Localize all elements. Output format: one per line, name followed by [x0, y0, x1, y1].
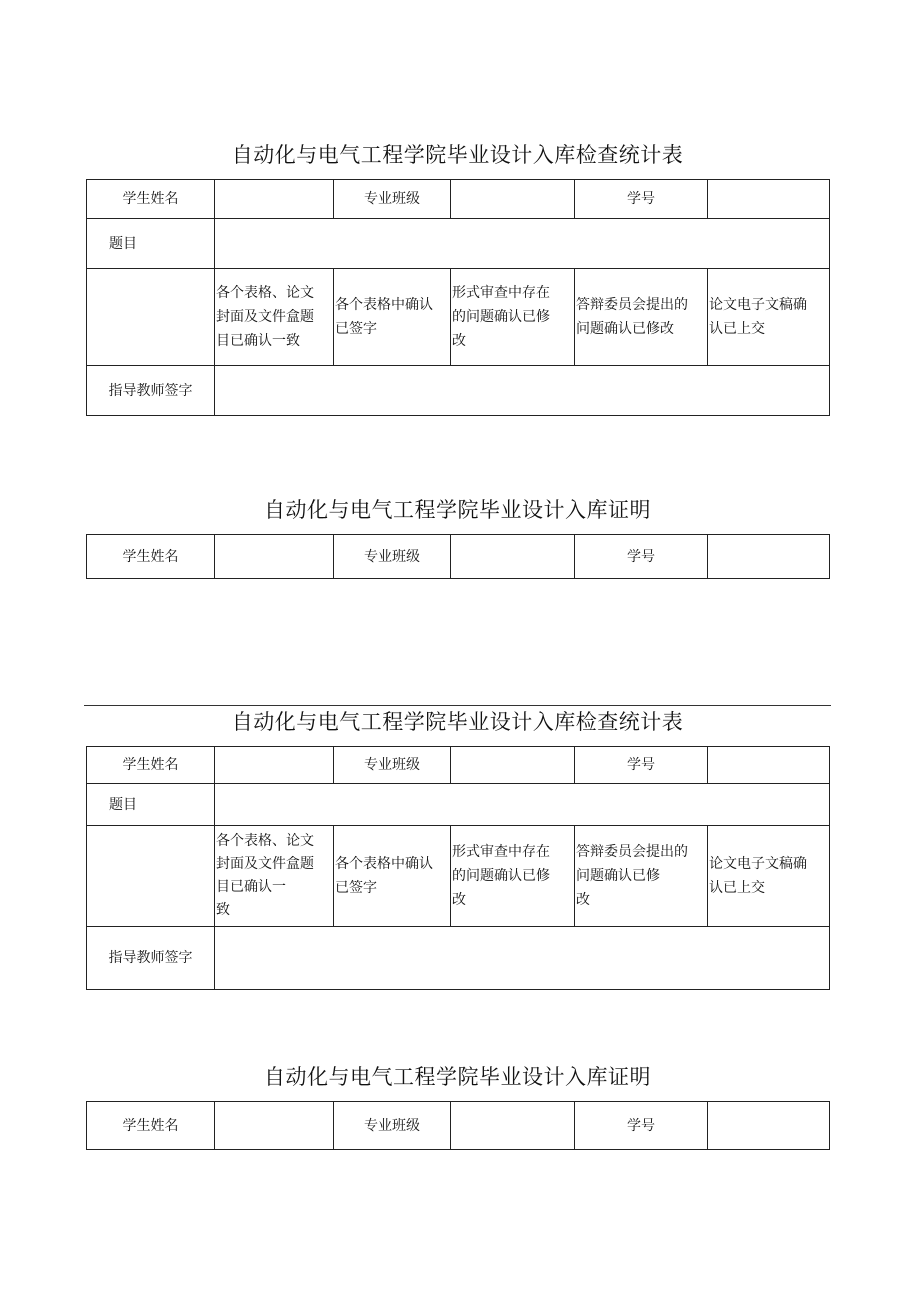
check-item-electronic-submitted: 论文电子文稿确 认已上交 — [708, 269, 830, 366]
topic-field[interactable] — [215, 784, 830, 826]
certificate-table-1 — [86, 534, 830, 579]
check-item-electronic-submitted: 论文电子文稿确 认已上交 — [708, 826, 830, 927]
topic-field[interactable] — [215, 219, 830, 269]
check-item-forms-signed: 各个表格中确认 已签字 — [334, 826, 451, 927]
student-name-field[interactable] — [215, 1102, 334, 1150]
certificate-table-2 — [86, 1101, 830, 1150]
student-name-field[interactable] — [215, 747, 334, 784]
major-class-label: 专业班级 — [334, 1102, 451, 1150]
topic-label: 题目 — [87, 784, 215, 826]
advisor-signature-label: 指导教师签字 — [87, 927, 215, 990]
student-name-label: 学生姓名 — [87, 535, 215, 579]
checklist-table-2 — [86, 746, 830, 990]
check-item-titles-consistent: 各个表格、论文 封面及文件盒题 目已确认一 致 — [215, 826, 334, 927]
check-item-forms-signed: 各个表格中确认 已签字 — [334, 269, 451, 366]
cut-line — [84, 705, 831, 706]
major-class-field[interactable] — [451, 747, 575, 784]
student-id-field[interactable] — [708, 180, 830, 219]
check-row-blank-cell — [87, 826, 215, 927]
student-name-label: 学生姓名 — [87, 1102, 215, 1150]
checklist-table-1 — [86, 179, 830, 416]
checklist-title-1: 自动化与电气工程学院毕业设计入库检查统计表 — [231, 143, 684, 167]
certificate-title-1: 自动化与电气工程学院毕业设计入库证明 — [264, 498, 651, 522]
student-name-label: 学生姓名 — [87, 747, 215, 784]
student-name-field[interactable] — [215, 180, 334, 219]
topic-label: 题目 — [87, 219, 215, 269]
certificate-title-2: 自动化与电气工程学院毕业设计入库证明 — [264, 1065, 651, 1089]
student-name-label: 学生姓名 — [87, 180, 215, 219]
student-id-field[interactable] — [708, 747, 830, 784]
student-id-label: 学号 — [575, 747, 708, 784]
checklist-title-2: 自动化与电气工程学院毕业设计入库检查统计表 — [231, 710, 684, 734]
major-class-label: 专业班级 — [334, 747, 451, 784]
check-row-blank-cell — [87, 269, 215, 366]
check-item-defense-issues-fixed: 答辩委员会提出的 问题确认已修 改 — [575, 826, 708, 927]
student-id-label: 学号 — [575, 180, 708, 219]
check-item-format-review-fixed: 形式审查中存在 的问题确认已修 改 — [451, 269, 575, 366]
student-id-field[interactable] — [708, 535, 830, 579]
student-id-label: 学号 — [575, 535, 708, 579]
student-id-label: 学号 — [575, 1102, 708, 1150]
major-class-field[interactable] — [451, 1102, 575, 1150]
major-class-label: 专业班级 — [334, 180, 451, 219]
advisor-signature-field[interactable] — [215, 927, 830, 990]
student-name-field[interactable] — [215, 535, 334, 579]
major-class-label: 专业班级 — [334, 535, 451, 579]
check-item-titles-consistent: 各个表格、论文 封面及文件盒题 目已确认一致 — [215, 269, 334, 366]
check-item-defense-issues-fixed: 答辩委员会提出的 问题确认已修改 — [575, 269, 708, 366]
check-item-format-review-fixed: 形式审查中存在 的问题确认已修 改 — [451, 826, 575, 927]
major-class-field[interactable] — [451, 180, 575, 219]
advisor-signature-label: 指导教师签字 — [87, 366, 215, 416]
student-id-field[interactable] — [708, 1102, 830, 1150]
major-class-field[interactable] — [451, 535, 575, 579]
advisor-signature-field[interactable] — [215, 366, 830, 416]
